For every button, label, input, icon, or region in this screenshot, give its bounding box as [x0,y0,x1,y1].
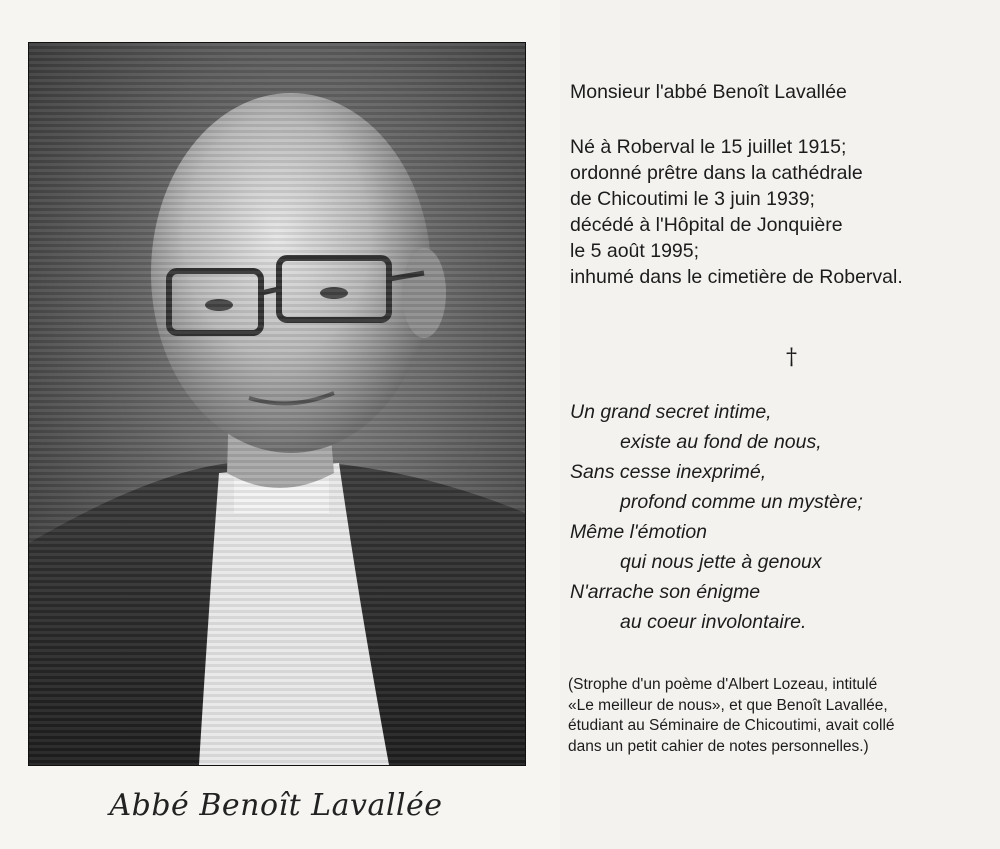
note-line: «Le meilleur de nous», et que Benoît Lavallée, [568,696,888,714]
bio-line: décédé à l'Hôpital de Jonquière [570,214,843,236]
poem-line: Même l'émotion [570,521,708,543]
handwritten-signature: Abbé Benoît Lavallée [109,788,443,823]
attribution-note [568,675,988,757]
bio-line: ordonné prêtre dans la cathédrale [570,162,863,184]
poem-line: qui nous jette à genoux [620,551,822,573]
note-line: (Strophe d'un poème d'Albert Lozeau, intitulé [568,676,878,693]
cross-icon: † [786,345,797,370]
poem-line: profond comme un mystère; [620,491,863,513]
bio-line: inhumé dans le cimetière de Roberval. [570,266,903,288]
portrait-illustration [29,43,525,765]
biography-lines [570,134,990,290]
poem-line: N'arrache son énigme [570,581,761,603]
note-line: étudiant au Séminaire de Chicoutimi, avait collé [568,717,895,734]
poem-line: existe au fond de nous, [620,431,822,453]
biography-section [570,80,990,290]
portrait-photo [28,42,526,766]
bio-line: de Chicoutimi le 3 juin 1939; [570,188,815,210]
bio-line: Né à Roberval le 15 juillet 1915; [570,136,847,158]
poem-stanza [570,397,990,637]
heading: Monsieur l'abbé Benoît Lavallée [570,81,847,103]
poem-line: Un grand secret intime, [570,401,772,423]
poem-line: au coeur involontaire. [620,611,807,633]
note-line: dans un petit cahier de notes personnelles.) [568,737,869,755]
poem-line: Sans cesse inexprimé, [570,461,767,483]
bio-line: le 5 août 1995; [570,240,700,262]
